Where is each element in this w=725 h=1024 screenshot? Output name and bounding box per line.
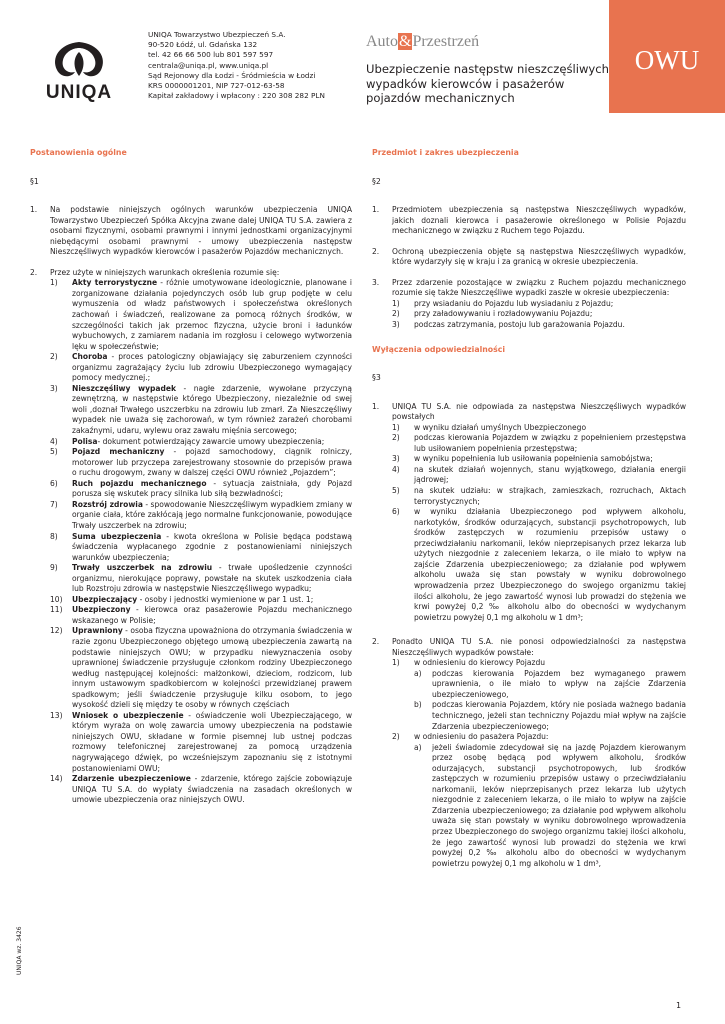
clause: 2. Ponadto UNIQA TU S.A. nie ponosi odpowiedzialności za następstwa Nieszczęśliwych wypadków powstałe: 1) w odniesieniu do kierowcy Pojazdu a) podczas kierowania Pojazdem bez wymaganego prawem uprawnienia, o ile miało to wpływ na zajście Zdarzenia ubezpieczeniowego, b) podczas kierowania Pojazdem, który nie posiada ważnego badania technicznego, jeżeli stan techniczny Pojazdu miał wpływ na zajście Zdarzenia ubezpieczeniowego; 2) w odniesieniu do pasażera Pojazdu: a) jeżeli świadomie zdecydował się na jazdę Pojazdem kierowanym przez osobę będącą pod wpływem alkoholu, środków odurzających, substancji psychotropowych, lub środków zastępczych w rozumieniu przepisów ustawy o przeciwdziałaniu narkomanii, leków nieprzepisanych przez lekarza lub użytych niezgodnie z zaleceniem lekarza, o ile miało to wpływ na zajście Zdarzenia ubezpieczeniowego; za działanie pod wpływem alkoholu uważa się stan powstały w wyniku dobrowolnego wprowadzenia przez Ubezpieczonego do swojego organizmu takiej ilości alkoholu, że jego zawartość wynosi lub prowadzi do stężenia we krwi powyżej 0,2 ‰ alkoholu albo do obecności w wydychanym powietrzu powyżej 0,1 mg alkoholu w 1 dm³,: [372, 637, 686, 868]
definition-term: Polisa: [72, 436, 98, 446]
definition-item: 4) Polisa- dokument potwierdzający zawarcie umowy ubezpieczenia;: [50, 436, 325, 446]
clause-text: Na podstawie niniejszych ogólnych warunków ubezpieczenia UNIQA Towarzystwo Ubezpieczeń Spółka Akcyjna zwane dalej UNIQA TU S.A. zawiera z osobami fizycznymi, osobami prawnymi i innymi jednostkami organizacyjnymi niebędącymi osobami prawnymi - umowy ubezpieczenia następstw Nieszczęśliwych wypadków kierowców i pasażerów Pojazdów mechanicznych.: [50, 205, 352, 257]
definition-term: Akty terrorystyczne: [72, 278, 158, 288]
series-amp: &: [399, 33, 412, 50]
list-item: 1) w wyniku działań umyślnych Ubezpieczonego: [392, 422, 587, 432]
section-heading: Wyłączenia odpowiedzialności: [372, 344, 506, 354]
definition-item: 12) Uprawniony - osoba fizyczna upoważniona do otrzymania świadczenia w razie zgonu Ubezpieczonego objętego umową ubezpieczenia zawartą na podstawie niniejszych OWU; w przypadku niewyznaczenia osoby uprawnionej świadczenie przysługuje członkom rodziny Ubezpieczonego według następującej kolejności: małżonkowi, dzieciom, rodzicom, lub innym ustawowym spadkobiercom w kolejności przewidzianej prawem spadkowym; jeśli świadczenie przysługuje kilku osobom, to jego wysokość dzieli się między te osoby w równych częściach: [50, 626, 352, 710]
list-item: 2) podczas kierowania Pojazdem w związku z popełnieniem przestępstwa lub usiłowaniem popełnienia przestępstwa;: [392, 433, 686, 453]
company-info: [148, 30, 358, 101]
list-item: 3) w wyniku popełnienia lub usiłowania popełnienia samobójstwa;: [392, 454, 653, 464]
definition-text: - osoby i jednostki wymienione w par 1 ust. 1;: [137, 594, 314, 604]
document-title: Ubezpieczenie następstw nieszczęśliwych wypadków kierowców i pasażerów pojazdów mechanicznych: [366, 62, 610, 105]
sub-list-item: a) podczas kierowania Pojazdem bez wymaganego prawem uprawnienia, o ile miało to wpływ na zajście Zdarzenia ubezpieczeniowego,: [414, 668, 686, 699]
list-item: 2) w odniesieniu do pasażera Pojazdu: a) jeżeli świadomie zdecydował się na jazdę Pojazdem kierowanym przez osobę będącą pod wpływem alkoholu, środków odurzających, substancji psychotropowych, lub środków zastępczych w rozumieniu przepisów ustawy o przeciwdziałaniu narkomanii, leków nieprzepisanych przez lekarza lub użytych niezgodnie z zaleceniem lekarza, o ile miało to wpływ na zajście Zdarzenia ubezpieczeniowego; za działanie pod wpływem alkoholu uważa się stan powstały w wyniku dobrowolnego wprowadzenia przez Ubezpieczonego do swojego organizmu takiej ilości alkoholu, że jego zawartość wynosi lub prowadzi do stężenia we krwi powyżej 0,2 ‰ alkoholu albo do obecności w wydychanym powietrzu powyżej 0,1 mg alkoholu w 1 dm³,: [392, 732, 686, 868]
list-item: 3) podczas zatrzymania, postoju lub garażowania Pojazdu.: [392, 320, 625, 330]
definition-text: - oświadczenie woli Ubezpieczającego, w którym wyraża on wolę zawarcia umowy ubezpieczenia na podstawie niniejszych OWU, składane w formie pisemnej lub ustnej podczas rozmowy telefonicznej zarejestrowanej za pomocą urządzenia nagrywającego dźwięk, po wcześniejszym zapoznaniu się z istotnymi postanowieniami OWU;: [72, 710, 353, 773]
list-item: 1) w odniesieniu do kierowcy Pojazdu a) podczas kierowania Pojazdem bez wymaganego prawem uprawnienia, o ile miało to wpływ na zajście Zdarzenia ubezpieczeniowego, b) podczas kierowania Pojazdem, który nie posiada ważnego badania technicznego, jeżeli stan techniczny Pojazdu miał wpływ na zajście Zdarzenia ubezpieczeniowego;: [392, 658, 686, 731]
definition-text: - spowodowanie Nieszczęśliwym wypadkiem zmiany w organie ciała, które zakłócają jego normalne funkcjonowanie, powodujące Trwały uszczerbek na zdrowiu;: [72, 499, 352, 530]
definition-item: 13) Wniosek o ubezpieczenie - oświadczenie woli Ubezpieczającego, w którym wyraża on wolę zawarcia umowy ubezpieczenia na podstawie niniejszych OWU, składane w formie pisemnej lub ustnej podczas rozmowy telefonicznej zarejestrowanej za pomocą urządzenia nagrywającego dźwięk, po wcześniejszym zapoznaniu się z istotnymi postanowieniami OWU;: [50, 710, 353, 773]
left-column: [30, 148, 352, 806]
series-right: Przestrzeń: [412, 33, 480, 50]
list-item: 5) na skutek udziału: w strajkach, zamieszkach, rozruchach, Aktach terrorystycznych;: [392, 486, 686, 506]
definition-term: Wniosek o ubezpieczenie: [72, 710, 184, 720]
company-line: Sąd Rejonowy dla Łodzi - Śródmieścia w Łodzi: [148, 70, 316, 80]
definition-item: 3) Nieszczęśliwy wypadek - nagłe zdarzenie, wywołane przyczyną zewnętrzną, w następstwie którego Ubezpieczony, niezależnie od swej woli ,doznał Trwałego uszczerbku na zdrowiu lub zmarł. Za Nieszczęśliwy wypadek nie uważa się zachorowań, w tym również zarażeń chorobami zakaźnymi, udaru, wylewu oraz zawału mięśnia sercowego;: [50, 383, 352, 436]
definition-text: - trwałe upośledzenie czynności organizmu, nierokujące poprawy, powstałe na skutek uszkodzenia ciała lub Rozstroju zdrowia w następstwie Nieszczęśliwego wypadku;: [72, 563, 352, 594]
definition-text: - kierowca oraz pasażerowie Pojazdu mechanicznego wskazanego w Polisie;: [72, 605, 352, 625]
clause-text: UNIQA TU S.A. nie odpowiada za następstwa Nieszczęśliwych wypadków powstałych: [392, 401, 686, 422]
company-line: 90-520 Łódź, ul. Gdańska 132: [148, 40, 258, 50]
definition-text: - zdarzenie, którego zajście zobowiązuje UNIQA TU S.A. do wypłaty świadczenia na zasadach określonych w umowie ubezpieczenia oraz niniejszych OWU.: [72, 774, 352, 805]
definition-item: 7) Rozstrój zdrowia - spowodowanie Nieszczęśliwym wypadkiem zmiany w organie ciała, które zakłócają jego normalne funkcjonowanie, powodujące Trwały uszczerbek na zdrowiu;: [50, 499, 352, 530]
section-heading: Przedmiot i zakres ubezpieczenia: [372, 148, 519, 157]
clause: 2. Ochroną ubezpieczenia objęte są następstwa Nieszczęśliwych wypadków, które wydarzyły się w kraju i za granicą w okresie ubezpieczenia.: [372, 246, 686, 267]
clause: 1. UNIQA TU S.A. nie odpowiada za następstwa Nieszczęśliwych wypadków powstałych 1) w wyniku działań umyślnych Ubezpieczonego 2) podczas kierowania Pojazdem w związku z popełnieniem przestępstwa lub usiłowaniem popełnienia przestępstwa; 3) w wyniku popełnienia lub usiłowania popełnienia samobójstwa; 4) na skutek działań wojennych, stanu wyjątkowego, działania energii jądrowej; 5) na skutek udziału: w strajkach, zamieszkach, rozruchach, Aktach terrorystycznych; 6) w wyniku działania Ubezpieczonego pod wpływem alkoholu, narkotyków, środków odurzających, substancji psychotropowych, lub środków zastępczych w rozumieniu przepisów ustawy o przeciwdziałaniu narkomanii, leków nieprzepisanych przez lekarza lub użytych niezgodnie z zaleceniem lekarza, o ile miało to wpływ na zajście Zdarzenia ubezpieczeniowego; za działanie pod wpływem alkoholu uważa się stan powstały w wyniku dobrowolnego wprowadzenia przez Ubezpieczonego do swojego organizmu takiej ilości alkoholu, że jego zawartość wynosi lub prowadzi do stężenia we krwi powyżej 0,2 ‰ alkoholu albo do obecności w wydychanym powietrzu powyżej 0,1 mg alkoholu w 1 dm³;: [372, 401, 686, 622]
section-heading: Postanowienia ogólne: [30, 148, 127, 157]
company-line: tel. 42 66 66 500 lub 801 597 597: [148, 50, 274, 60]
product-series: [366, 33, 479, 51]
paragraph-number: §2: [372, 176, 381, 186]
definition-text: - proces patologiczny objawiający się zaburzeniem czynności organizmu zagrażający życiu lub zdrowiu Ubezpieczonego wymagający pomocy medycznej.;: [72, 352, 352, 383]
series-left: Auto: [366, 33, 398, 50]
logo-wordmark: UNIQA: [45, 82, 113, 103]
clause-text: Przez zdarzenie pozostające w związku z Ruchem pojazdu mechanicznego rozumie się także Nieszczęśliwe wypadki zaszłe w okresie ubezpieczenia:: [392, 277, 686, 298]
clause: 2. Przez użyte w niniejszych warunkach określenia rozumie się: 1) Akty terrorystyczne - różnie umotywowane ideologicznie, planowane i zorganizowane działania pojedynczych osób lub grup podjęte w celu wymuszenia od władz państwowych i społeczeństwa określonych zachowań i świadczeń, realizowane za pomocą różnych środków, w szczególności takich jak przemoc fizyczna, użycie broni i ładunków wybuchowych, z zamiarem nadania im rozgłosu i celowego wytworzenia lęku w społeczeństwie; 2) Choroba - proces patologiczny objawiający się zaburzeniem czynności organizmu zagrażający życiu lub zdrowiu Ubezpieczonego wymagający pomocy medycznej.; 3) Nieszczęśliwy wypadek - nagłe zdarzenie, wywołane przyczyną zewnętrzną, w następstwie którego Ubezpieczony, niezależnie od swej woli ,doznał Trwałego uszczerbku na zdrowiu lub zmarł. Za Nieszczęśliwy wypadek nie uważa się zachorowań, w tym również zarażeń chorobami zakaźnymi, udaru, wylewu oraz zawału mięśnia sercowego; 4) Polisa- dokument potwierdzający zawarcie umowy ubezpieczenia; 5) Pojazd mechaniczny - pojazd samochodowy, ciągnik rolniczy, motorower lub przyczepa zarejestrowany stosownie do przepisów prawa o ruchu drogowym, zwany w dalszej części OWU również „Pojazdem”; 6) Ruch pojazdu mechanicznego - sytuacja zaistniała, gdy Pojazd porusza się wskutek pracy silnika lub siłą bezwładności; 7) Rozstrój zdrowia - spowodowanie Nieszczęśliwym wypadkiem zmiany w organie ciała, które zakłócają jego normalne funkcjonowanie, powodujące Trwały uszczerbek na zdrowiu; 8) Suma ubezpieczenia - kwota określona w Polisie będąca podstawą świadczenia wypłacanego zgodnie z postanowieniami niniejszych warunków ubezpieczenia; 9) Trwały uszczerbek na zdrowiu - trwałe upośledzenie czynności organizmu, nierokujące poprawy, powstałe na skutek uszkodzenia ciała lub Rozstroju zdrowia w następstwie Nieszczęśliwego wypadku; 10) Ubezpieczający - osoby i jednostki wymienione w par 1 ust. 1; 11) Ubezpieczony - kierowca oraz pasażerowie Pojazdu mechanicznego wskazanego w Polisie; 12) Uprawniony - osoba fizyczna upoważniona do otrzymania świadczenia w razie zgonu Ubezpieczonego objętego umową ubezpieczenia zawartą na podstawie niniejszych OWU; w przypadku niewyznaczenia osoby uprawnionej świadczenie przysługuje członkom rodziny Ubezpieczonego według następującej kolejności: małżonkowi, dzieciom, rodzicom, lub innym ustawowym spadkobiercom w kolejności przewidzianej prawem spadkowym; jeśli świadczenie przysługuje kilku osobom, to jego wysokość dzieli się między te osoby w równych częściach 13) Wniosek o ubezpieczenie - oświadczenie woli Ubezpieczającego, w którym wyraża on wolę zawarcia umowy ubezpieczenia na podstawie niniejszych OWU, składane w formie pisemnej lub ustnej podczas rozmowy telefonicznej zarejestrowanej za pomocą urządzenia nagrywającego dźwięk, po wcześniejszym zapoznaniu się z istotnymi postanowieniami OWU; 14) Zdarzenie ubezpieczeniowe - zdarzenie, którego zajście zobowiązuje UNIQA TU S.A. do wypłaty świadczenia na zasadach określonych w umowie ubezpieczenia oraz niniejszych OWU.: [30, 267, 353, 805]
clause: 1. Przedmiotem ubezpieczenia są następstwa Nieszczęśliwych wypadków, jakich doznali kierowca i pasażerowie określonego w Polisie Pojazdu mechanicznego w związku z Ruchem tego Pojazdu.: [372, 205, 686, 236]
paragraph-number: §1: [30, 176, 39, 186]
definition-item: 8) Suma ubezpieczenia - kwota określona w Polisie będąca podstawą świadczenia wypłacanego zgodnie z postanowieniami niniejszych warunków ubezpieczenia;: [50, 531, 353, 562]
company-line: centrala@uniqa.pl, www.uniqa.pl: [148, 60, 269, 70]
form-code: UNIQA wz. 3426: [16, 926, 23, 975]
definitions-list: [50, 278, 352, 805]
definition-term: Pojazd mechaniczny: [72, 447, 165, 457]
definition-text: - dokument potwierdzający zawarcie umowy ubezpieczenia;: [97, 436, 325, 446]
definition-term: Ubezpieczający: [72, 594, 138, 604]
definition-term: Ubezpieczony: [72, 605, 131, 615]
clause: 1. Na podstawie niniejszych ogólnych warunków ubezpieczenia UNIQA Towarzystwo Ubezpieczeń Spółka Akcyjna zwane dalej UNIQA TU S.A. zawiera z osobami fizycznymi, osobami prawnymi i innymi jednostkami organizacyjnymi niebędącymi osobami prawnymi - umowy ubezpieczenia następstw Nieszczęśliwych wypadków kierowców i pasażerów Pojazdów mechanicznych.: [30, 205, 352, 257]
list-item: 4) na skutek działań wojennych, stanu wyjątkowego, działania energii jądrowej;: [392, 464, 686, 485]
definition-item: 11) Ubezpieczony - kierowca oraz pasażerowie Pojazdu mechanicznego wskazanego w Polisie;: [50, 605, 352, 625]
definition-text: - osoba fizyczna upoważniona do otrzymania świadczenia w razie zgonu Ubezpieczonego objętego umową ubezpieczenia zawartą na podstawie niniejszych OWU; w przypadku niewyznaczenia osoby uprawnionej świadczenie przysługuje członkom rodziny Ubezpieczonego według następującej kolejności: małżonkowi, dzieciom, rodzicom, lub innym ustawowym spadkobiercom w kolejności przewidzianej prawem spadkowym; jeśli świadczenie przysługuje kilku osobom, to jego wysokość dzieli się między te osoby w równych częściach: [72, 626, 352, 710]
definition-item: 1) Akty terrorystyczne - różnie umotywowane ideologicznie, planowane i zorganizowane działania pojedynczych osób lub grup podjęte w celu wymuszenia od władz państwowych i społeczeństwa określonych zachowań i świadczeń, realizowane za pomocą różnych środków, w szczególności takich jak przemoc fizyczna, użycie broni i ładunków wybuchowych, z zamiarem nadania im rozgłosu i celowego wytworzenia lęku w społeczeństwie;: [50, 278, 352, 351]
definition-text: - kwota określona w Polisie będąca podstawą świadczenia wypłacanego zgodnie z postanowieniami niniejszych warunków ubezpieczenia;: [72, 531, 353, 562]
uniqa-logo-icon: [47, 40, 111, 80]
definition-term: Nieszczęśliwy wypadek: [72, 383, 177, 393]
definition-item: 5) Pojazd mechaniczny - pojazd samochodowy, ciągnik rolniczy, motorower lub przyczepa zarejestrowany stosownie do przepisów prawa o ruchu drogowym, zwany w dalszej części OWU również „Pojazdem”;: [50, 447, 353, 478]
definition-text: - nagłe zdarzenie, wywołane przyczyną zewnętrzną, w następstwie którego Ubezpieczony, niezależnie od swej woli ,doznał Trwałego uszczerbku na zdrowiu lub zmarł. Za Nieszczęśliwy wypadek nie uważa się zachorowań, w tym również zarażeń chorobami zakaźnymi, udaru, wylewu oraz zawału mięśnia sercowego;: [72, 383, 352, 436]
definition-term: Ruch pojazdu mechanicznego: [72, 478, 207, 488]
list-item: 2) przy załadowywaniu i rozładowywaniu Pojazdu;: [392, 309, 593, 319]
definition-item: 6) Ruch pojazdu mechanicznego - sytuacja zaistniała, gdy Pojazd porusza się wskutek pracy silnika lub siłą bezwładności;: [50, 478, 352, 499]
right-column: [372, 148, 686, 879]
definition-text: - różnie umotywowane ideologicznie, planowane i zorganizowane działania pojedynczych osób lub grup podjęte w celu wymuszenia od władz państwowych i społeczeństwa określonych zachowań i świadczeń, realizowane za pomocą różnych środków, w szczególności takich jak przemoc fizyczna, użycie broni i ładunków wybuchowych, z zamiarem nadania im rozgłosu i celowego wytworzenia lęku w społeczeństwie;: [72, 278, 352, 351]
clause: 3. Przez zdarzenie pozostające w związku z Ruchem pojazdu mechanicznego rozumie się także Nieszczęśliwe wypadki zaszłe w okresie ubezpieczenia: 1) przy wsiadaniu do Pojazdu lub wysiadaniu z Pojazdu; 2) przy załadowywaniu i rozładowywaniu Pojazdu; 3) podczas zatrzymania, postoju lub garażowania Pojazdu.: [372, 277, 686, 330]
clause-text: Ponadto UNIQA TU S.A. nie ponosi odpowiedzialności za następstwa Nieszczęśliwych wypadków powstałe:: [392, 637, 686, 657]
definition-text: - sytuacja zaistniała, gdy Pojazd porusza się wskutek pracy silnika lub siłą bezwładności;: [72, 478, 352, 499]
definition-term: Suma ubezpieczenia: [72, 531, 162, 541]
definition-term: Rozstrój zdrowia: [72, 499, 143, 509]
page-number: 1: [676, 1001, 682, 1010]
definition-item: 10) Ubezpieczający - osoby i jednostki wymienione w par 1 ust. 1;: [50, 594, 314, 604]
definition-item: 9) Trwały uszczerbek na zdrowiu - trwałe upośledzenie czynności organizmu, nierokujące poprawy, powstałe na skutek uszkodzenia ciała lub Rozstroju zdrowia w następstwie Nieszczęśliwego wypadku;: [50, 563, 352, 594]
list-item: 1) przy wsiadaniu do Pojazdu lub wysiadaniu z Pojazdu;: [392, 298, 614, 308]
list-item: 6) w wyniku działania Ubezpieczonego pod wpływem alkoholu, narkotyków, środków odurzających, substancji psychotropowych, lub środków zastępczych w rozumieniu przepisów ustawy o przeciwdziałaniu narkomanii, leków nieprzepisanych przez lekarza lub użytych niezgodnie z zaleceniem lekarza, o ile miało to wpływ na zajście Zdarzenia ubezpieczeniowego; za działanie pod wpływem alkoholu uważa się stan powstały w wyniku dobrowolnego wprowadzenia przez Ubezpieczonego do swojego organizmu takiej ilości alkoholu, że jego zawartość wynosi lub prowadzi do stężenia we krwi powyżej 0,2 ‰ alkoholu albo do obecności w wydychanym powietrzu powyżej 0,1 mg alkoholu w 1 dm³;: [392, 507, 686, 622]
definition-item: 2) Choroba - proces patologiczny objawiający się zaburzeniem czynności organizmu zagrażający życiu lub zdrowiu Ubezpieczonego wymagający pomocy medycznej.;: [50, 352, 352, 383]
sub-list-item: a) jeżeli świadomie zdecydował się na jazdę Pojazdem kierowanym przez osobę będącą pod wpływem alkoholu, środków odurzających, substancji psychotropowych, lub środków zastępczych w rozumieniu przepisów ustawy o przeciwdziałaniu narkomanii, leków nieprzepisanych przez lekarza lub użytych niezgodnie z zaleceniem lekarza, o ile miało to wpływ na zajście Zdarzenia ubezpieczeniowego; za działanie pod wpływem alkoholu uważa się stan powstały w wyniku dobrowolnego wprowadzenia przez Ubezpieczonego do swojego organizmu takiej ilości alkoholu, że jego zawartość wynosi lub prowadzi do stężenia we krwi powyżej 0,2 ‰ alkoholu albo do obecności w wydychanym powietrzu powyżej 0,1 mg alkoholu w 1 dm³,: [414, 742, 686, 868]
definition-term: Zdarzenie ubezpieczeniowe: [72, 774, 191, 784]
clause-text: Przez użyte w niniejszych warunkach określenia rozumie się:: [50, 267, 280, 277]
uniqa-logo: [36, 40, 122, 104]
definition-text: - pojazd samochodowy, ciągnik rolniczy, motorower lub przyczepa zarejestrowany stosownie do przepisów prawa o ruchu drogowym, zwany w dalszej części OWU również „Pojazdem”;: [72, 447, 353, 478]
clause-text: Przedmiotem ubezpieczenia są następstwa Nieszczęśliwych wypadków, jakich doznali kierowca i pasażerowie określonego w Polisie Pojazdu mechanicznego w związku z Ruchem tego Pojazdu.: [392, 205, 686, 236]
company-line: UNIQA Towarzystwo Ubezpieczeń S.A.: [148, 30, 286, 39]
definition-item: 14) Zdarzenie ubezpieczeniowe - zdarzenie, którego zajście zobowiązuje UNIQA TU S.A. do wypłaty świadczenia na zasadach określonych w umowie ubezpieczenia oraz niniejszych OWU.: [50, 774, 352, 805]
clause-text: Ochroną ubezpieczenia objęte są następstwa Nieszczęśliwych wypadków, które wydarzyły się w kraju i za granicą w okresie ubezpieczenia.: [392, 246, 686, 267]
definition-term: Trwały uszczerbek na zdrowiu: [72, 563, 213, 573]
paragraph-number: §3: [372, 373, 381, 383]
owu-badge: OWU: [609, 0, 725, 113]
definition-term: Choroba: [72, 352, 108, 362]
company-line: Kapitał zakładowy i wpłacony : 220 308 282 PLN: [148, 91, 325, 101]
sub-list-item: b) podczas kierowania Pojazdem, który nie posiada ważnego badania technicznego, jeżeli stan techniczny Pojazdu miał wpływ na zajście Zdarzenia ubezpieczeniowego;: [414, 700, 686, 731]
definition-term: Uprawniony: [72, 626, 123, 636]
company-line: KRS 0000001201, NIP 727-012-63-58: [148, 81, 285, 91]
